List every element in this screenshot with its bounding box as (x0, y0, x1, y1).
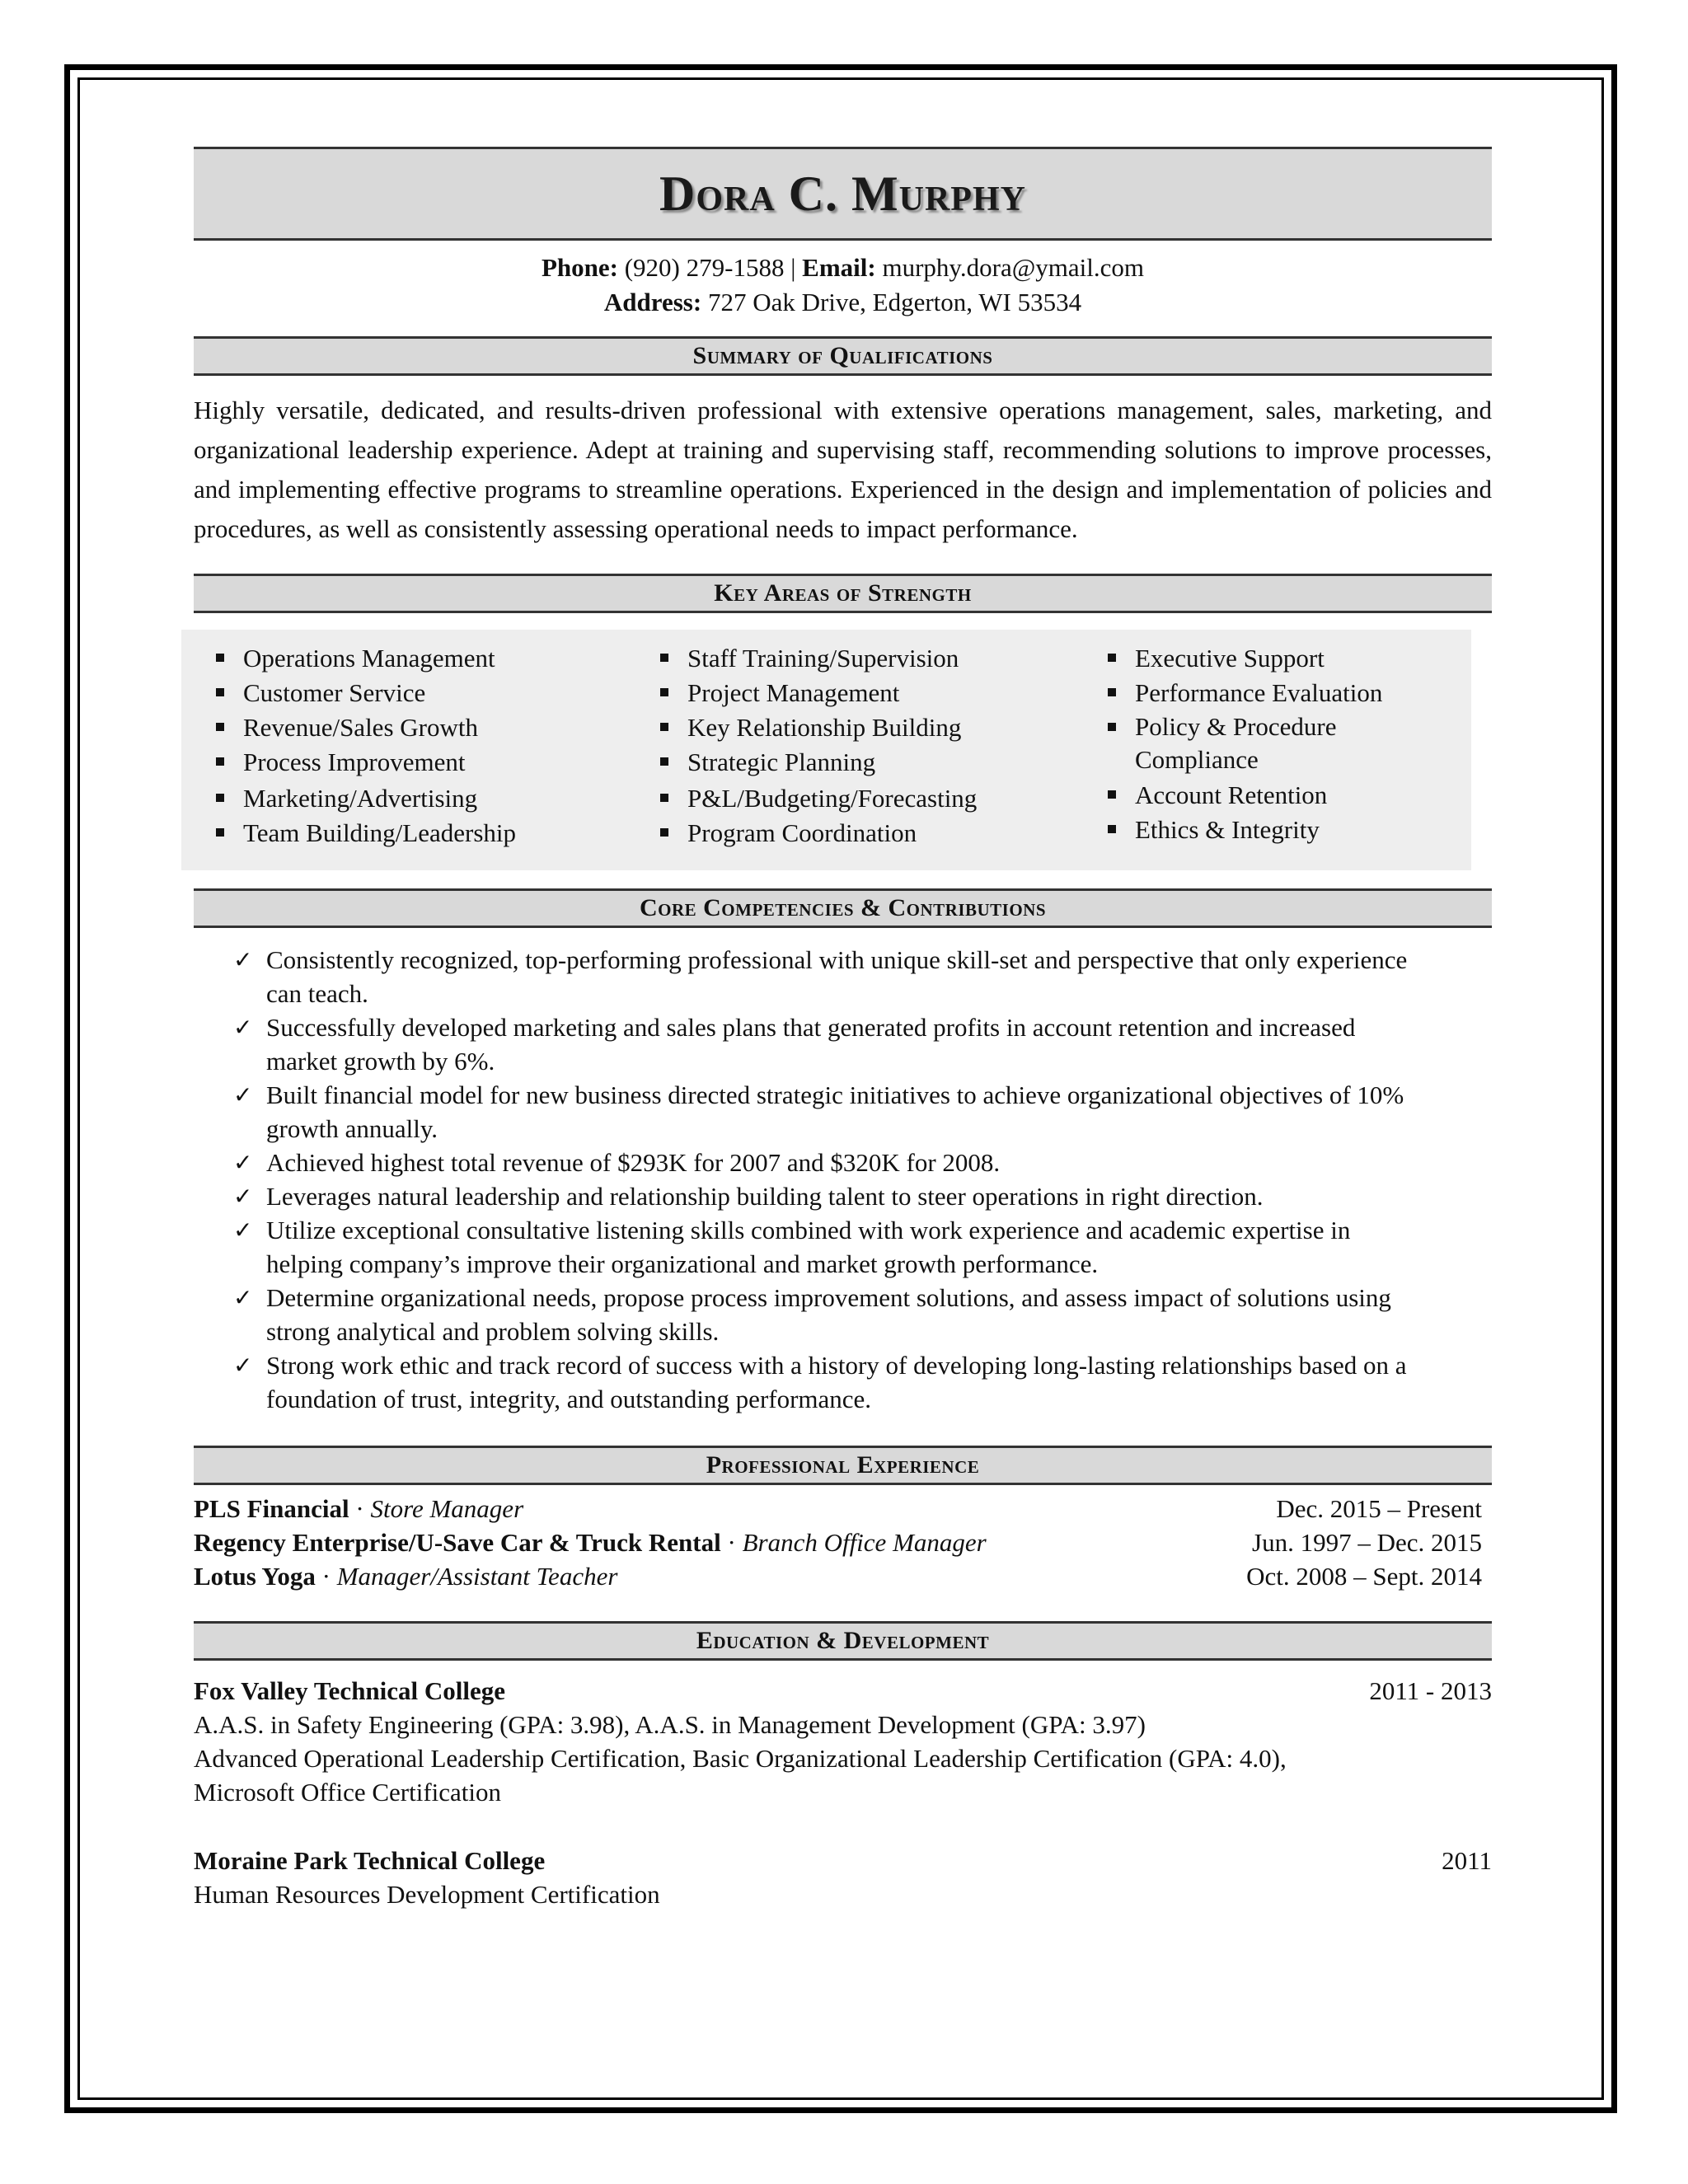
job-row: Regency Enterprise/U-Save Car & Truck Rental · Branch Office Manager Jun. 1997 – Dec. 2015 (194, 1526, 1492, 1559)
contact-line-1 (194, 251, 1492, 285)
job-dates: Jun. 1997 – Dec. 2015 (1252, 1528, 1482, 1557)
school-name: Moraine Park Technical College (194, 1846, 546, 1875)
school-name: Fox Valley Technical College (194, 1676, 506, 1705)
strengths-column-3 (1100, 641, 1463, 847)
list-item: Performance Evaluation (1100, 676, 1463, 710)
email-value: murphy.dora@ymail.com (882, 253, 1145, 282)
list-item: Marketing/Advertising (209, 781, 516, 816)
list-item: Revenue/Sales Growth (209, 710, 516, 745)
education-list (194, 1674, 1492, 1911)
phone-label: Phone: (541, 253, 618, 282)
job-company: Lotus Yoga (194, 1562, 316, 1591)
address-label: Address: (603, 288, 702, 316)
experience-title: Professional Experience (706, 1451, 980, 1479)
core-header (194, 888, 1492, 928)
list-item: Staff Training/Supervision (653, 641, 977, 676)
school-row (194, 1674, 1492, 1708)
list-item: Customer Service (209, 676, 516, 710)
experience-header (194, 1446, 1492, 1485)
candidate-name: Dora C. Murphy (659, 166, 1026, 221)
core-list (233, 943, 1420, 1416)
job-role: Store Manager (370, 1494, 524, 1523)
strengths-column-2 (653, 641, 977, 851)
contact-block (194, 251, 1492, 320)
summary-header (194, 336, 1492, 376)
list-item: ✓ Achieved highest total revenue of $293K for 2007 and $320K for 2008. (233, 1146, 1420, 1179)
job-dates: Oct. 2008 – Sept. 2014 (1246, 1562, 1482, 1591)
core-title: Core Competencies & Contributions (639, 894, 1047, 921)
job-company: Regency Enterprise/U-Save Car & Truck Rental (194, 1528, 721, 1557)
contact-line-2 (194, 285, 1492, 320)
list-item: Process Improvement (209, 745, 516, 780)
school-detail: Human Resources Development Certification (194, 1880, 660, 1909)
school-detail: Advanced Operational Leadership Certification, Basic Organizational Leadership Certification (GPA: 4.0), (194, 1744, 1287, 1773)
list-item: P&L/Budgeting/Forecasting (653, 781, 977, 816)
education-header (194, 1621, 1492, 1661)
list-item: ✓ Utilize exceptional consultative listening skills combined with work experience and academic expertise in helping company’s improve their organizational and market growth performance. (233, 1213, 1420, 1281)
list-item: Policy & Procedure Compliance (1100, 710, 1463, 776)
job-dates: Dec. 2015 – Present (1276, 1494, 1482, 1523)
list-item: ✓ Leverages natural leadership and relationship building talent to steer operations in right direction. (233, 1179, 1420, 1213)
school-years: 2011 (1442, 1846, 1492, 1875)
list-item: Team Building/Leadership (209, 816, 516, 851)
list-item: Project Management (653, 676, 977, 710)
phone-value: (920) 279-1588 (624, 253, 785, 282)
resume-page (194, 147, 1492, 1911)
job-role: Manager/Assistant Teacher (336, 1562, 618, 1591)
address-value: 727 Oak Drive, Edgerton, WI 53534 (707, 288, 1082, 316)
contact-separator: | (790, 253, 796, 282)
list-item: ✓ Built financial model for new business directed strategic initiatives to achieve organizational objectives of 10% growth annually. (233, 1078, 1420, 1146)
list-item: Program Coordination (653, 816, 977, 851)
school-detail: A.A.S. in Safety Engineering (GPA: 3.98), A.A.S. in Management Development (GPA: 3.97) (194, 1710, 1146, 1739)
list-item: ✓ Consistently recognized, top-performing professional with unique skill-set and perspective that only experience can teach. (233, 943, 1420, 1010)
list-item: Operations Management (209, 641, 516, 676)
education-title: Education & Development (696, 1627, 990, 1654)
job-row: PLS Financial · Store Manager Dec. 2015 – Present (194, 1492, 1492, 1526)
name-banner (194, 147, 1492, 241)
strengths-column-1 (209, 641, 516, 851)
list-item: ✓ Strong work ethic and track record of success with a history of developing long-lasting relationships based on a foundation of trust, integrity, and outstanding performance. (233, 1348, 1420, 1416)
list-item: Account Retention (1100, 778, 1463, 813)
email-label: Email: (802, 253, 876, 282)
school-row (194, 1844, 1492, 1877)
school-detail: Microsoft Office Certification (194, 1778, 502, 1807)
school-years: 2011 - 2013 (1369, 1676, 1492, 1705)
list-item: Key Relationship Building (653, 710, 977, 745)
list-item: Strategic Planning (653, 745, 977, 780)
list-item: Executive Support (1100, 641, 1463, 676)
summary-title: Summary of Qualifications (692, 342, 993, 369)
strengths-box (181, 630, 1471, 870)
strengths-header (194, 574, 1492, 613)
job-role: Branch Office Manager (742, 1528, 987, 1557)
summary-text: Highly versatile, dedicated, and results-driven professional with extensive operations management, sales, marketing, and organizational leadership experience. Adept at training and supervising staff, recommending solutions to improve processes, and implementing effective programs to streamline operations. Experienced in the design and implementation of policies and procedures, as well as consistently assessing operational needs to impact performance. (194, 396, 1492, 543)
experience-list (194, 1492, 1492, 1593)
list-item: ✓ Successfully developed marketing and sales plans that generated profits in account retention and increased market growth by 6%. (233, 1010, 1420, 1078)
list-item: Ethics & Integrity (1100, 813, 1463, 847)
list-item: ✓ Determine organizational needs, propose process improvement solutions, and assess impact of solutions using strong analytical and problem solving skills. (233, 1281, 1420, 1348)
job-company: PLS Financial (194, 1494, 349, 1523)
job-row: Lotus Yoga · Manager/Assistant Teacher Oct. 2008 – Sept. 2014 (194, 1559, 1492, 1593)
strengths-title: Key Areas of Strength (714, 579, 972, 607)
